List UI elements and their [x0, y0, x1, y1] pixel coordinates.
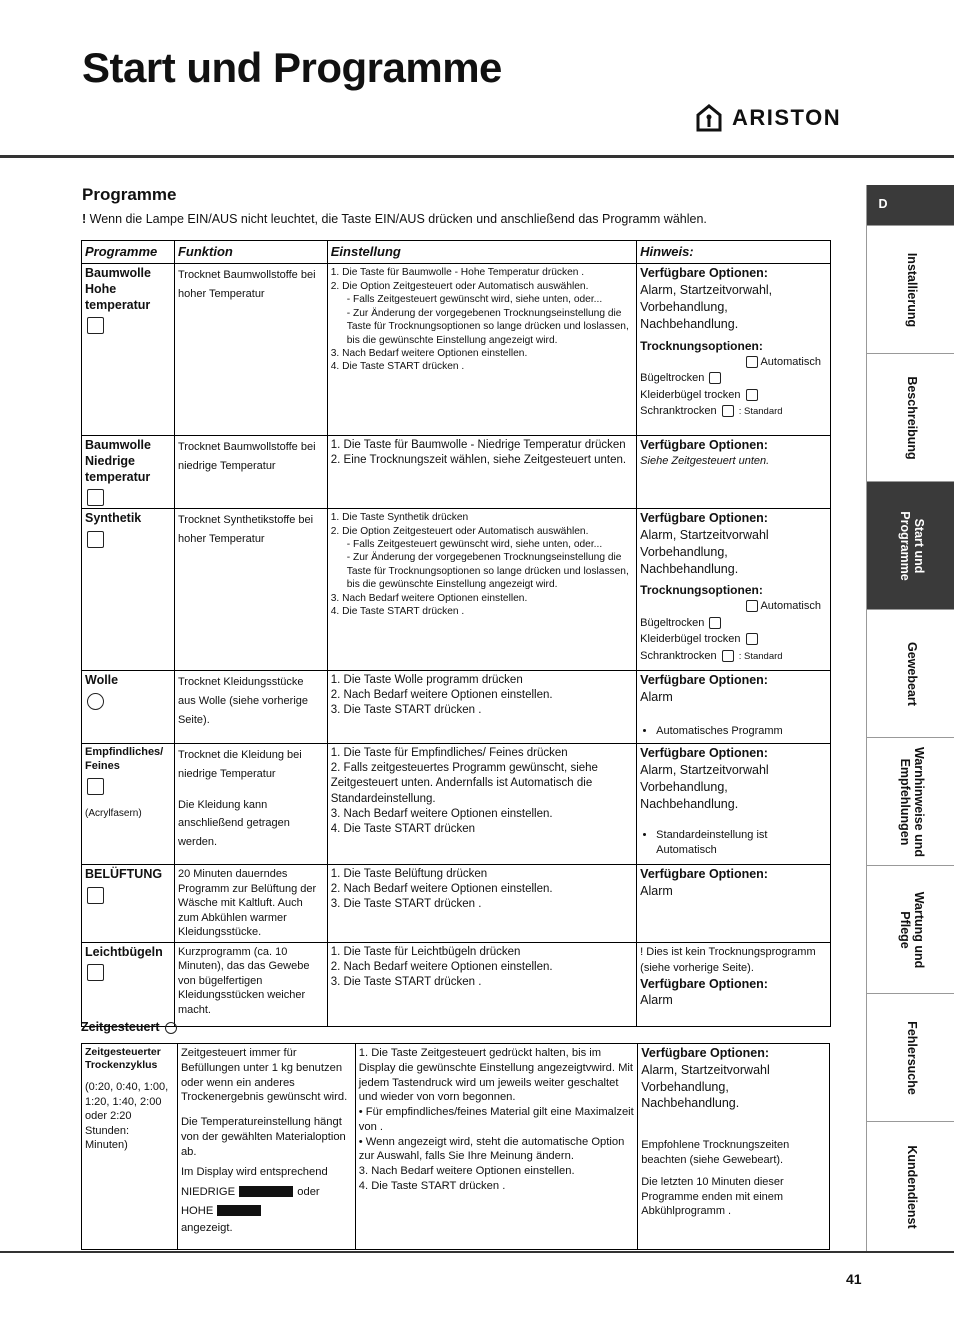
- page-number: 41: [846, 1271, 862, 1287]
- delicates-icon: [87, 778, 104, 795]
- timed-table: [81, 1043, 830, 1250]
- cupboard-dry-icon: [722, 650, 734, 662]
- programme-table: [81, 240, 831, 1027]
- synthetic-icon: [87, 531, 104, 548]
- section-title: Programme: [82, 185, 177, 204]
- tab-start-und-programme[interactable]: Start und Programme: [867, 482, 954, 610]
- table-row: Empfindliches/ Feines (Acrylfasern) Trocknet die Kleidung bei niedrige Temperatur Die Kleidung kann anschließend getragen werden. 1. Die Taste für Empfindliches/ Feines drücken 2. Falls zeitgesteuertes Programm gewünscht, siehe Zeitgesteuert unten. Andernfalls ist Automatisch die Standardeinstellung. 3. Nach Bedarf weitere Optionen einstellen. 4. Die Taste START drücken Verfügbare Optionen: Alarm, Startzeitvorwahl Vorbehandlung, Nachbehandlung. • Standardeinstellung ist Automatisch: [82, 744, 831, 865]
- easy-iron-icon: [87, 964, 104, 981]
- table-row: Baumwolle Niedrige temperatur Trocknet Baumwollstoffe bei niedrige Temperatur 1. Die Taste für Baumwolle - Niedrige Temperatur drücken 2. Eine Trocknungszeit wählen, siehe Zeitgesteuert unten. Verfügbare Optionen: Siehe Zeitgesteuert unten.: [82, 436, 831, 509]
- col-funktion: Funktion: [174, 241, 327, 264]
- col-hinweis: Hinweis:: [637, 241, 831, 264]
- table-row: BELÜFTUNG 20 Minuten dauerndes Programm zur Belüftung der Wäsche mit Kaltluft. Auch zum Abkühlen warmer Kleidungsstücke. 1. Die Taste Belüftung drücken 2. Nach Bedarf weitere Optionen einstellen. 3. Die Taste START drücken . Verfügbare Optionen: Alarm: [82, 865, 831, 943]
- tab-fehlersuche[interactable]: Fehlersuche: [867, 994, 954, 1122]
- table-row: Baumwolle Hohe temperatur Trocknet Baumwollstoffe bei hoher Temperatur 1. Die Taste für Baumwolle - Hohe Temperatur drücken . 2. Die Option Zeitgesteuert oder Automatisch auswählen. - Falls Zeitgesteuert gewünscht wird, siehe unten, oder... - Zur Änderung der vorgegebenen Trocknungseinstellung die Taste für Trocknungsoptionen so lange drücken und loslassen, bis die gewünschte Einstellung angezeigt wird. 3. Nach Bedarf weitere Optionen einstellen. 4. Die Taste START drücken . Verfügbare Optionen: Alarm, Startzeitvorwahl, Vorbehandlung, Nachbehandlung. Trocknungsoptionen: Automatisch Bügeltrocken Kleiderbügel trocken Schranktrocken : Standard: [82, 264, 831, 436]
- cotton-low-icon: [87, 489, 104, 506]
- table-header: [82, 241, 831, 264]
- tab-beschreibung[interactable]: Beschreibung: [867, 354, 954, 482]
- timer-icon: [165, 1022, 177, 1034]
- col-programme: Programme: [82, 241, 175, 264]
- brand-name: ARISTON: [732, 105, 842, 130]
- tab-language[interactable]: D: [867, 185, 954, 226]
- tab-wartung[interactable]: Wartung und Pflege: [867, 866, 954, 994]
- cupboard-dry-icon: [722, 405, 734, 417]
- col-einstellung: Einstellung: [327, 241, 636, 264]
- footer-rule: [0, 1251, 954, 1253]
- table-row: Synthetik Trocknet Synthetikstoffe bei hoher Temperatur 1. Die Taste Synthetik drücken 2. Die Option Zeitgesteuert oder Automatisch auswählen. - Falls Zeitgesteuert gewünscht wird, siehe unten, oder... - Zur Änderung der vorgegebenen Trocknungseinstellung die Taste für Trocknungsoptionen so lange drücken und loslassen, bis die gewünschte Einstellung angezeigt wird. 3. Nach Bedarf weitere Optionen einstellen. 4. Die Taste START drücken . Verfügbare Optionen: Alarm, Startzeitvorwahl Vorbehandlung, Nachbehandlung. Trocknungsoptionen: Automatisch Bügeltrocken Kleiderbügel trocken Schranktrocken : Standard: [82, 509, 831, 671]
- hanger-icon: [746, 389, 758, 401]
- section-note: ! Wenn die Lampe EIN/AUS nicht leuchtet, die Taste EIN/AUS drücken und anschließend das Programm wählen.: [82, 212, 707, 226]
- ariston-house-icon: [696, 104, 722, 132]
- timed-label: Zeitgesteuert: [81, 1020, 179, 1034]
- airing-icon: [87, 887, 104, 904]
- iron-dry-icon: [709, 617, 721, 629]
- tab-warnhinweise[interactable]: Warnhinweise und Empfehlungen: [867, 738, 954, 866]
- hanger-icon: [746, 633, 758, 645]
- automatic-icon: [746, 356, 758, 368]
- tab-kundendienst[interactable]: Kundendienst: [904, 1145, 919, 1229]
- page-title: Start und Programme: [82, 44, 502, 91]
- table-row: Wolle Trocknet Kleidungsstücke aus Wolle (siehe vorherige Seite). 1. Die Taste Wolle programm drücken 2. Nach Bedarf weitere Optionen einstellen. 3. Die Taste START drücken . Verfügbare Optionen: Alarm • Automatisches Programm: [82, 671, 831, 744]
- cotton-high-icon: [87, 317, 104, 334]
- header-rule: [0, 155, 954, 158]
- tab-gewebeart[interactable]: Gewebeart: [867, 610, 954, 738]
- display-high-icon: [217, 1205, 261, 1216]
- display-low-icon: [239, 1186, 293, 1197]
- table-row: Leichtbügeln Kurzprogramm (ca. 10 Minuten), das das Gewebe von bügelfertigen Kleidungsstücken weicher macht. 1. Die Taste für Leichtbügeln drücken 2. Nach Bedarf weitere Optionen einstellen. 3. Die Taste START drücken . ! Dies ist kein Trocknungsprogramm (siehe vorherige Seite). Verfügbare Optionen: Alarm: [82, 942, 831, 1026]
- sidebar-nav: [866, 185, 954, 1252]
- brand-logo: [696, 104, 841, 132]
- wool-icon: [87, 693, 104, 710]
- automatic-icon: [746, 600, 758, 612]
- tab-installierung[interactable]: Installierung: [867, 226, 954, 354]
- table-row: Zeitgesteuerter Trockenzyklus (0:20, 0:40, 1:00, 1:20, 1:40, 2:00 oder 2:20 Stunden: Minuten) Zeitgesteuert immer für Befüllungen unter 1 kg benutzen oder wenn ein anderes Trockenergebnis gewünscht wird. Die Temperatureinstellung hängt von der gewählten Materialoption ab. Im Display wird entsprechend NIEDRIGE oder HOHE angezeigt. 1. Die Taste Zeitgesteuert gedrückt halten, bis im Display die gewünschte Einstellung angezeigtvwird. Mit jedem Tastendruck wird um jeweils weiter geschaltet und wieder von vorn begonnen. • Für empfindliches/feines Material gilt eine Maximalzeit von . • Wenn angezeigt wird, steht die automatische Option zur Auswahl, falls Sie Ihre Meinung ändern. 3. Nach Bedarf weitere Optionen einstellen. 4. Die Taste START drücken . Verfügbare Optionen: Alarm, Startzeitvorwahl Vorbehandlung, Nachbehandlung. Empfohlene Trocknungszeiten beachten (siehe Gewebeart). Die letzten 10 Minuten dieser Programme enden mit einem Abkühlprogramm .: [82, 1044, 830, 1250]
- iron-dry-icon: [709, 372, 721, 384]
